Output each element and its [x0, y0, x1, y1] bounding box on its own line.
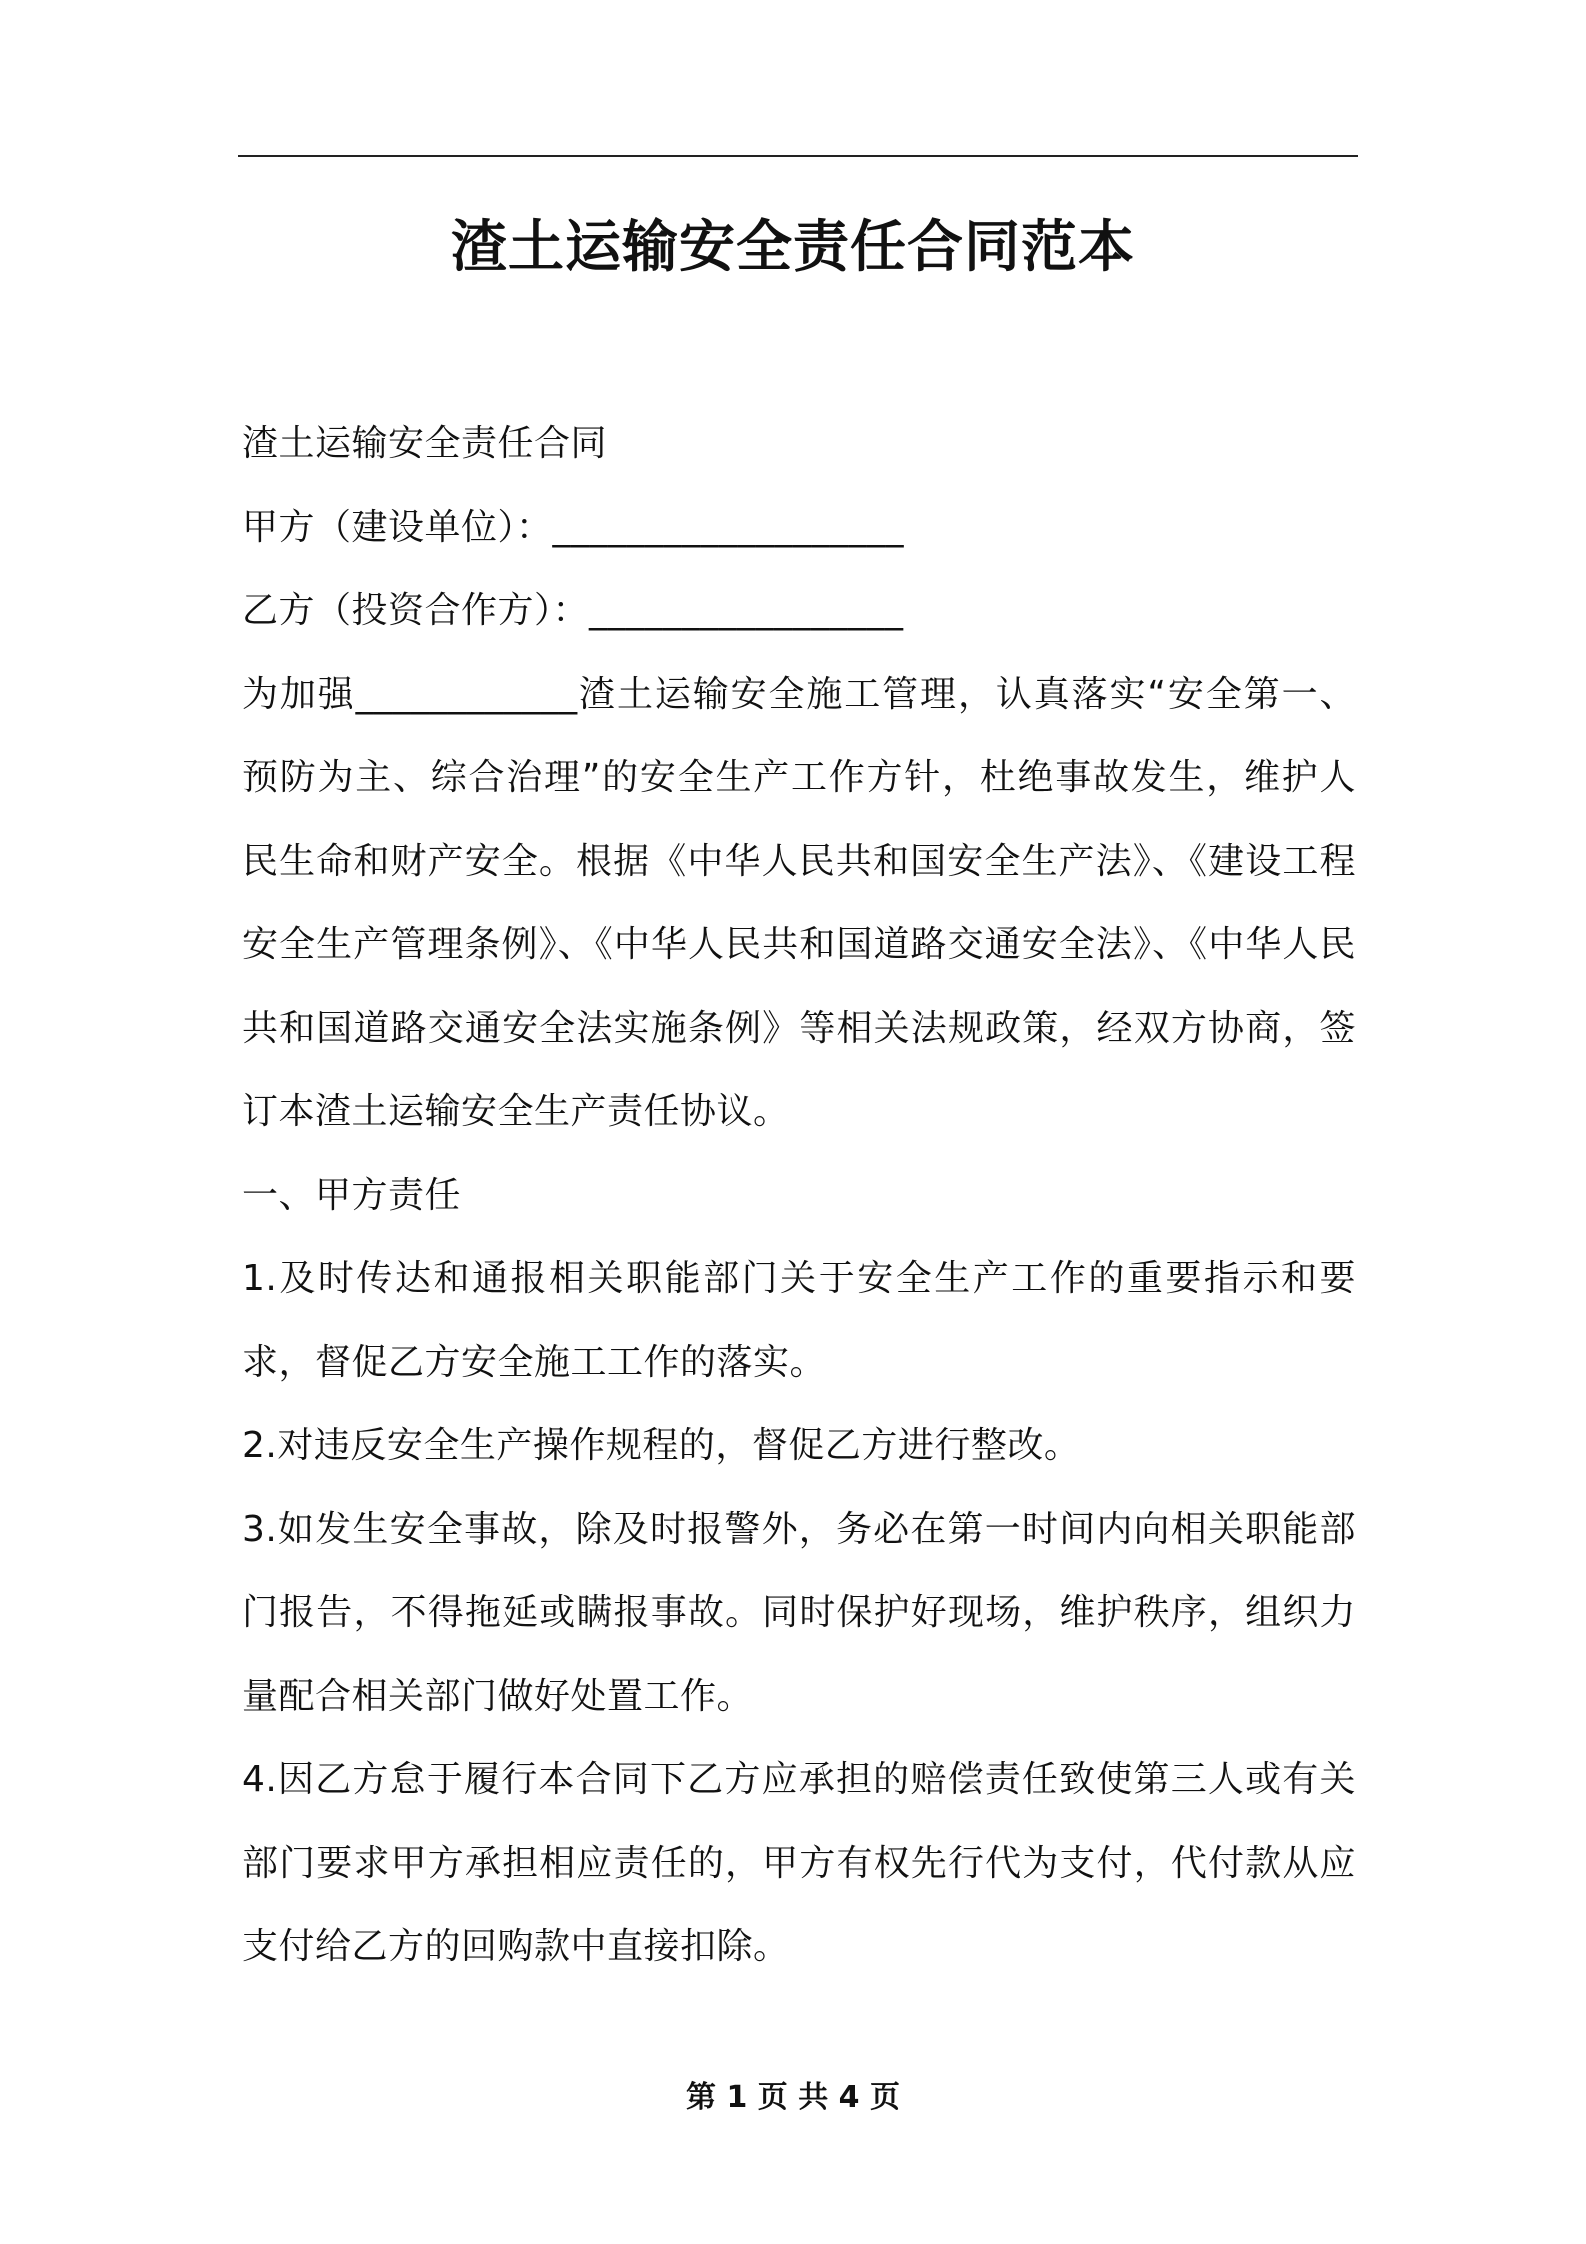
- clause-4: 4.因乙方怠于履行本合同下乙方应承担的赔偿责任致使第三人或有关部门要求甲方承担相应责任的，甲方有权先行代为支付，代付款从应支付给乙方的回购款中直接扣除。: [242, 1759, 1356, 1967]
- header-rule: [238, 155, 1358, 157]
- section-heading: 一、甲方责任: [242, 1174, 462, 1216]
- document-title: 渣土运输安全责任合同范本: [451, 215, 1135, 280]
- clause-2: 2.对违反安全生产操作规程的，督促乙方进行整改。: [242, 1425, 1081, 1466]
- party-b-line: 乙方（投资合作方）：_________________: [242, 590, 904, 631]
- clause-3: 3.如发生安全事故，除及时报警外，务必在第一时间内向相关职能部门报告，不得拖延或瞒报事故。同时保护好现场，维护秩序，组织力量配合相关部门做好处置工作。: [242, 1508, 1356, 1717]
- clause-1: 1.及时传达和通报相关职能部门关于安全生产工作的重要指示和要求，督促乙方安全施工工作的落实。: [242, 1258, 1356, 1383]
- page-number: 第 1 页 共 4 页: [686, 2080, 900, 2115]
- preamble-paragraph: 为加强____________渣土运输安全施工管理，认真落实“安全第一、预防为主、综合治理”的安全生产工作方针，杜绝事故发生，维护人民生命和财产安全。根据《中华人民共和国安全生产法》、《建设工程安全生产管理条例》、《中华人民共和国道路交通安全法》、《中华人民共和国道路交通安全法实施条例》等相关法规政策，经双方协商，签订本渣土运输安全生产责任协议。: [242, 673, 1356, 1132]
- contract-name: 渣土运输安全责任合同: [242, 423, 608, 464]
- document-body: [242, 402, 1356, 1989]
- party-a-line: 甲方（建设单位）：___________________: [242, 506, 905, 548]
